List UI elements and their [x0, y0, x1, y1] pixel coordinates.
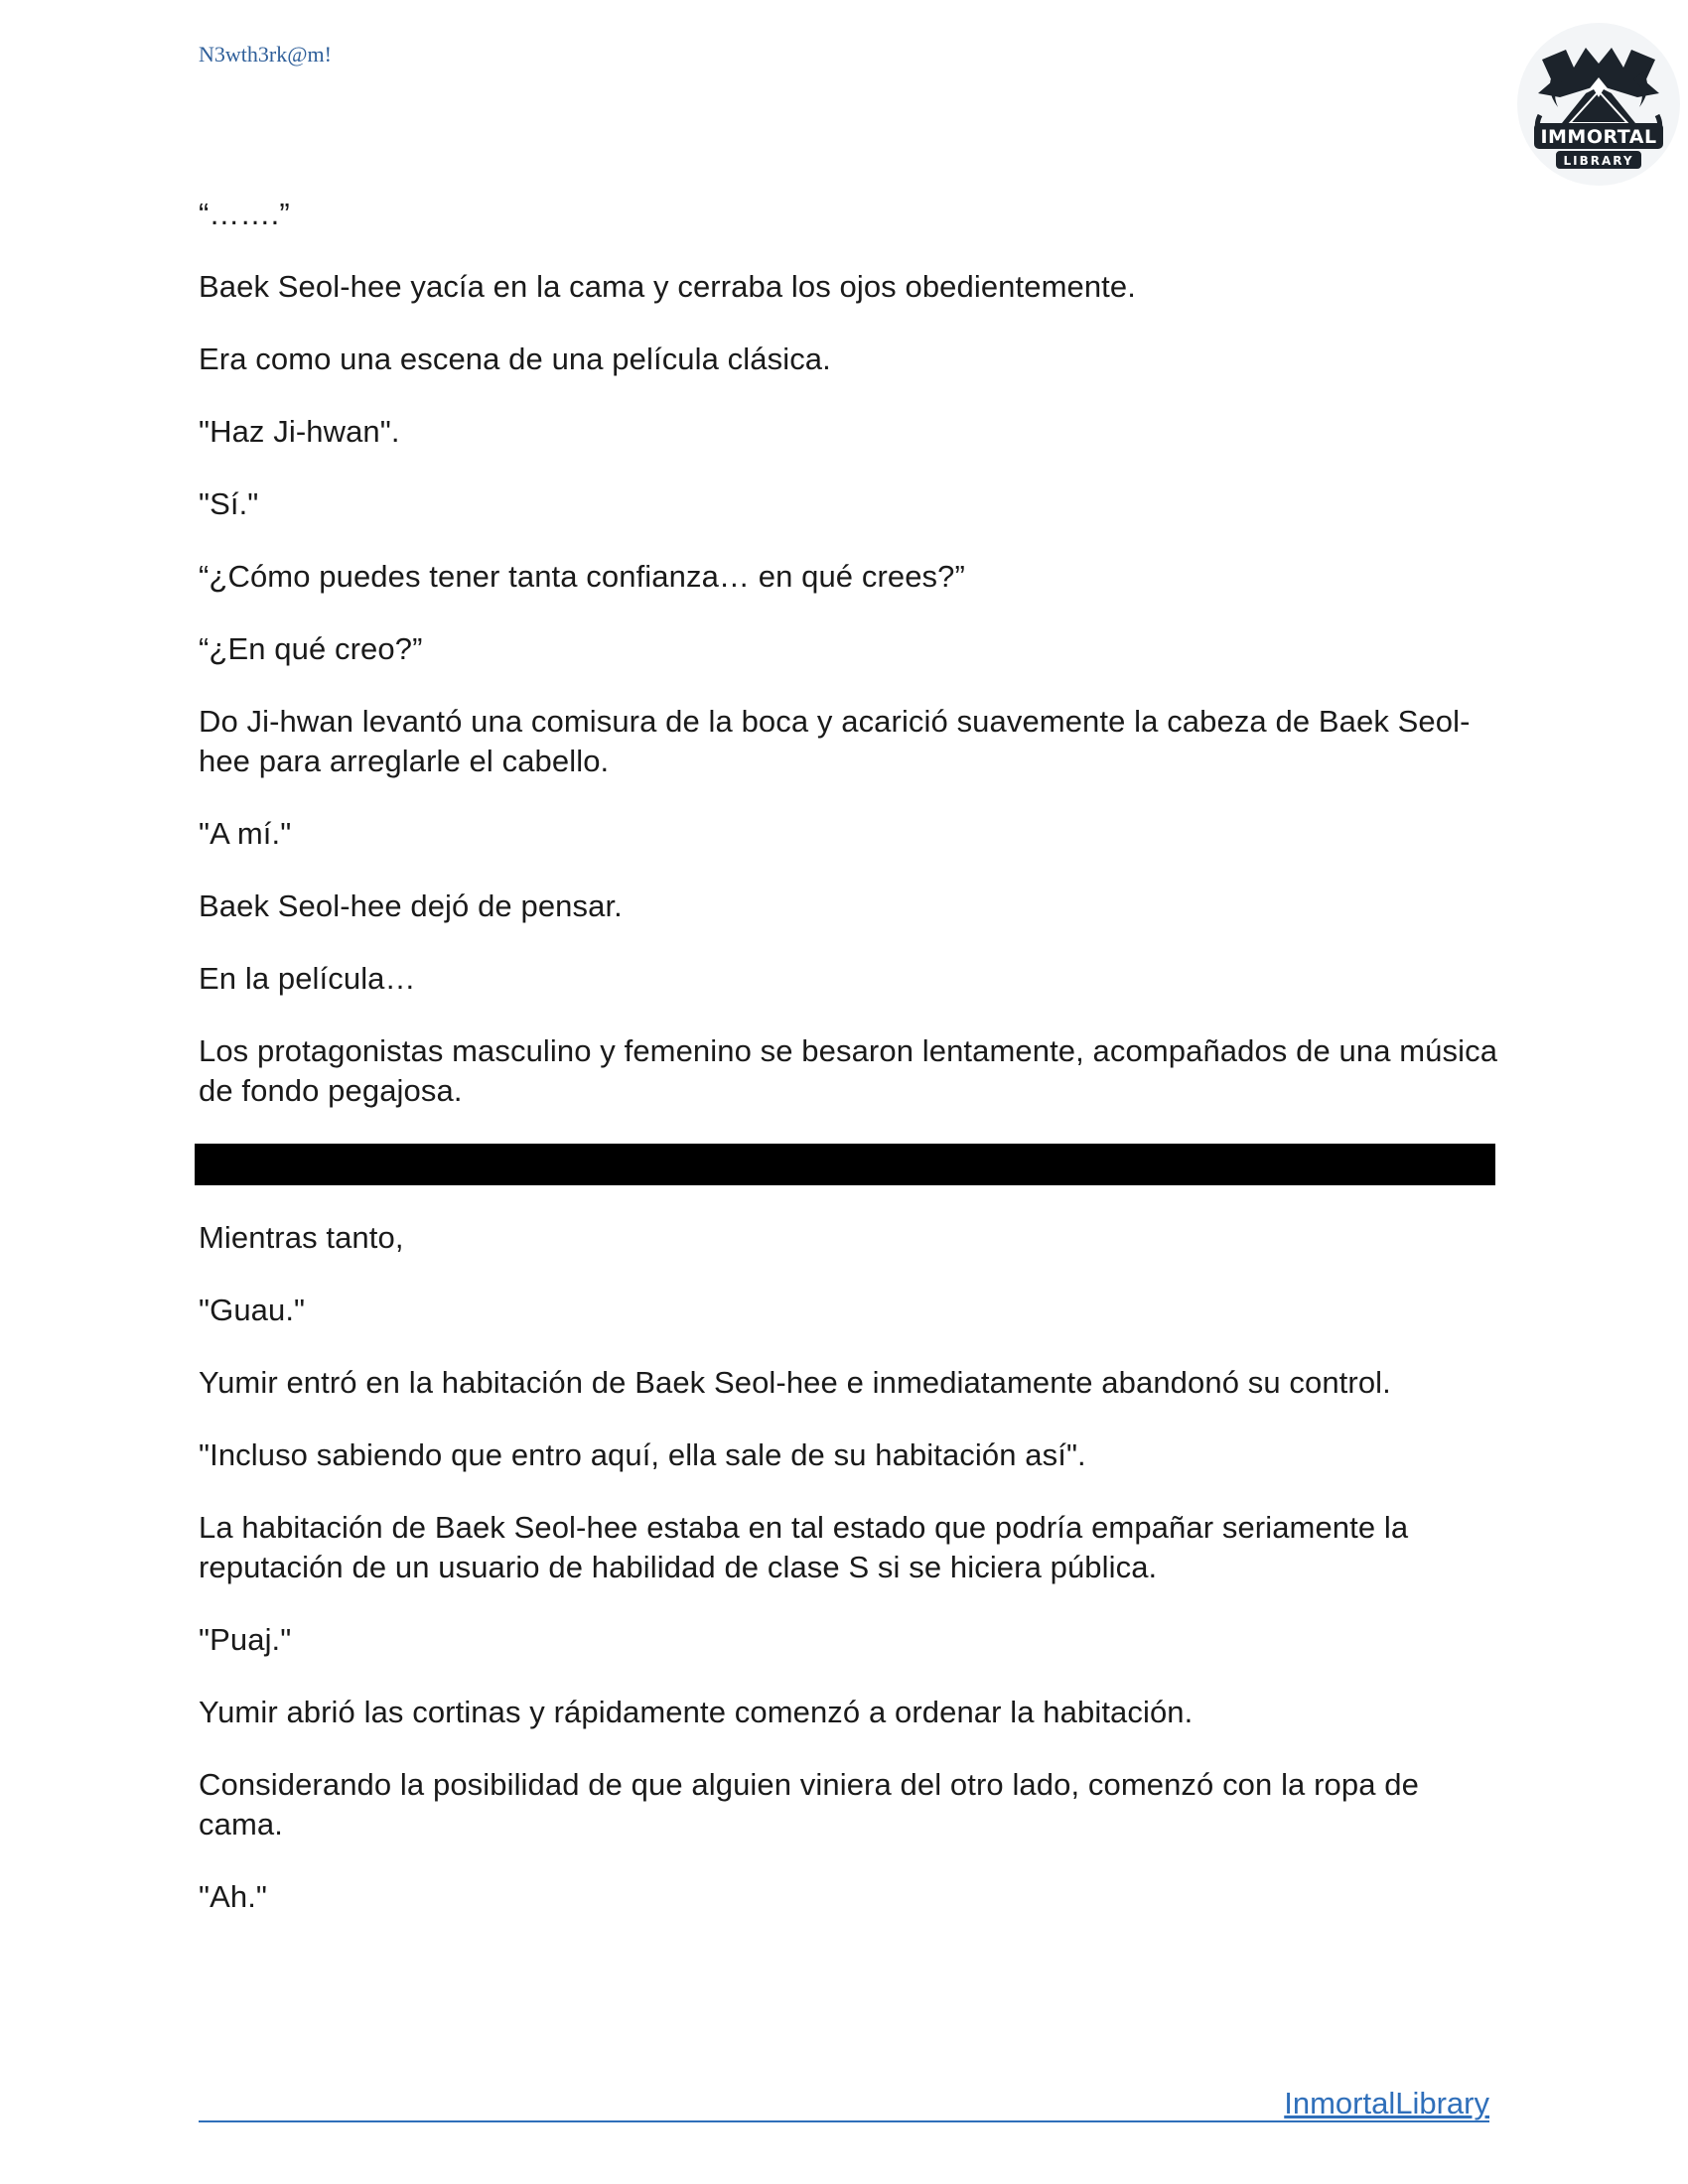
- paragraph: “…….”: [199, 197, 290, 231]
- paragraph: Los protagonistas masculino y femenino se besaron lentamente, acompañados de una música de fondo pegajosa.: [199, 1033, 1498, 1108]
- paragraph: En la película…: [199, 961, 416, 996]
- paragraph: “¿Cómo puedes tener tanta confianza… en qué crees?”: [199, 559, 965, 594]
- paragraph: Mientras tanto,: [199, 1220, 404, 1255]
- paragraph: “¿En qué creo?”: [199, 631, 423, 666]
- footer-rule: [199, 2085, 1489, 2122]
- paragraph: "Ah.": [199, 1879, 268, 1914]
- section-break-bar: [195, 1144, 1495, 1185]
- paragraph: "Puaj.": [199, 1622, 292, 1657]
- paragraph: Baek Seol-hee yacía en la cama y cerraba los ojos obedientemente.: [199, 269, 1136, 304]
- paragraph: "Incluso sabiendo que entro aquí, ella sale de su habitación así".: [199, 1437, 1086, 1472]
- paragraph: Considerando la posibilidad de que alguien viniera del otro lado, comenzó con la ropa de cama.: [199, 1767, 1419, 1842]
- paragraph: "A mí.": [199, 816, 292, 851]
- header-watermark: N3wth3rk@m!: [199, 42, 332, 67]
- logo-line1: IMMORTAL: [1540, 126, 1657, 148]
- paragraph: La habitación de Baek Seol-hee estaba en tal estado que podría empañar seriamente la reputación de un usuario de habilidad de clase S si se hiciera pública.: [199, 1510, 1409, 1584]
- paragraph: Era como una escena de una película clásica.: [199, 341, 831, 376]
- paragraph: Do Ji-hwan levantó una comisura de la boca y acarició suavemente la cabeza de Baek Seol-hee para arreglarle el cabello.: [199, 704, 1471, 778]
- footer-link[interactable]: InmortalLibrary: [1284, 2086, 1489, 2120]
- dragon-crest-icon: [1514, 20, 1683, 189]
- document-body: [199, 195, 1499, 1950]
- paragraph: Baek Seol-hee dejó de pensar.: [199, 888, 623, 923]
- immortal-library-logo: [1514, 20, 1683, 189]
- paragraph: Yumir entró en la habitación de Baek Seol-hee e inmediatamente abandonó su control.: [199, 1365, 1391, 1400]
- paragraph: "Sí.": [199, 486, 259, 521]
- paragraph: "Guau.": [199, 1293, 306, 1327]
- logo-line2: LIBRARY: [1563, 154, 1634, 168]
- paragraph: Yumir abrió las cortinas y rápidamente comenzó a ordenar la habitación.: [199, 1695, 1194, 1729]
- paragraph: "Haz Ji-hwan".: [199, 414, 400, 449]
